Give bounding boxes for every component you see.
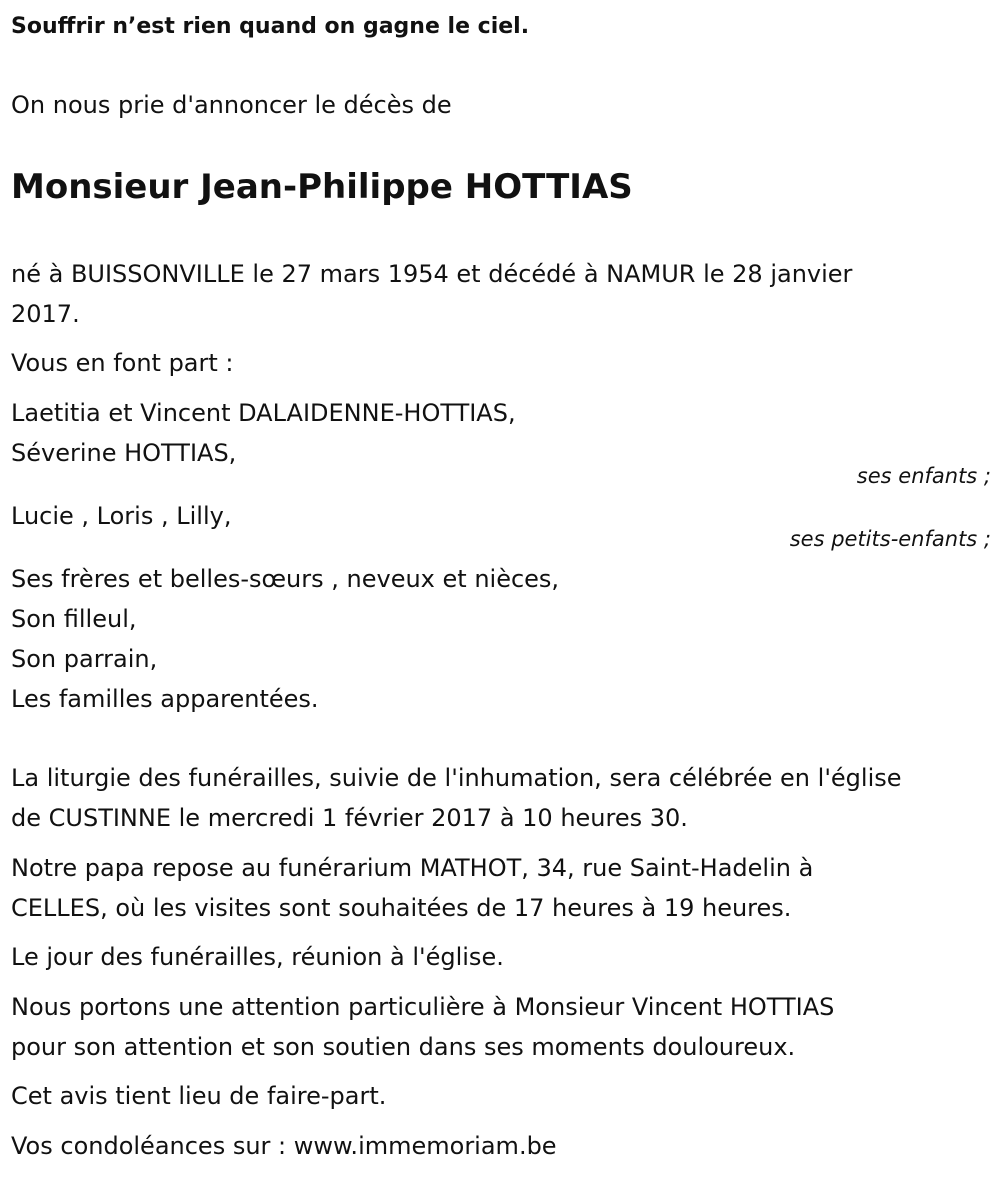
- family-line: Les familles apparentées.: [11, 685, 319, 713]
- funeral-home-line-1: Notre papa repose au funérarium MATHOT, 34, rue Saint-Hadelin à: [11, 854, 814, 882]
- birth-death-line-1: né à BUISSONVILLE le 27 mars 1954 et décédé à NAMUR le 28 janvier: [11, 260, 853, 288]
- birth-death-paragraph: [11, 254, 986, 334]
- grandchildren-role: ses petits-enfants ;: [789, 527, 991, 551]
- liturgy-line-2: de CUSTINNE le mercredi 1 février 2017 à 10 heures 30.: [11, 804, 688, 832]
- children-role: ses enfants ;: [856, 464, 991, 488]
- funeral-home-paragraph: [11, 848, 986, 928]
- children-list: [11, 393, 986, 473]
- announcers-intro-text: Vous en font part :: [11, 349, 234, 377]
- announcers-intro: [11, 343, 986, 383]
- condolences-text: Vos condoléances sur : www.immemoriam.be: [11, 1132, 557, 1160]
- meeting-paragraph: [11, 937, 986, 977]
- child-name: Laetitia et Vincent DALAIDENNE-HOTTIAS,: [11, 399, 516, 427]
- other-family-list: [11, 559, 986, 719]
- announcement-intro: On nous prie d'annoncer le décès de: [11, 91, 452, 119]
- funeral-home-line-2: CELLES, où les visites sont souhaitées de 17 heures à 19 heures.: [11, 894, 792, 922]
- family-line: Ses frères et belles-sœurs , neveux et nièces,: [11, 565, 560, 593]
- family-line: Son filleul,: [11, 605, 137, 633]
- thanks-line-2: pour son attention et son soutien dans ses moments douloureux.: [11, 1033, 796, 1061]
- thanks-line-1: Nous portons une attention particulière à Monsieur Vincent HOTTIAS: [11, 993, 835, 1021]
- deceased-name: Monsieur Jean-Philippe HOTTIAS: [11, 167, 633, 207]
- condolences-paragraph: [11, 1126, 986, 1166]
- child-name: Séverine HOTTIAS,: [11, 439, 237, 467]
- thanks-paragraph: [11, 987, 986, 1067]
- liturgy-paragraph: [11, 758, 986, 838]
- notice-paragraph: [11, 1076, 986, 1116]
- grandchildren-names: Lucie , Loris , Lilly,: [11, 502, 232, 530]
- liturgy-line-1: La liturgie des funérailles, suivie de l'inhumation, sera célébrée en l'église: [11, 764, 902, 792]
- meeting-text: Le jour des funérailles, réunion à l'église.: [11, 943, 504, 971]
- family-line: Son parrain,: [11, 645, 158, 673]
- birth-death-line-2: 2017.: [11, 300, 80, 328]
- quote-heading: Souffrir n’est rien quand on gagne le ciel.: [11, 14, 530, 39]
- notice-text: Cet avis tient lieu de faire-part.: [11, 1082, 387, 1110]
